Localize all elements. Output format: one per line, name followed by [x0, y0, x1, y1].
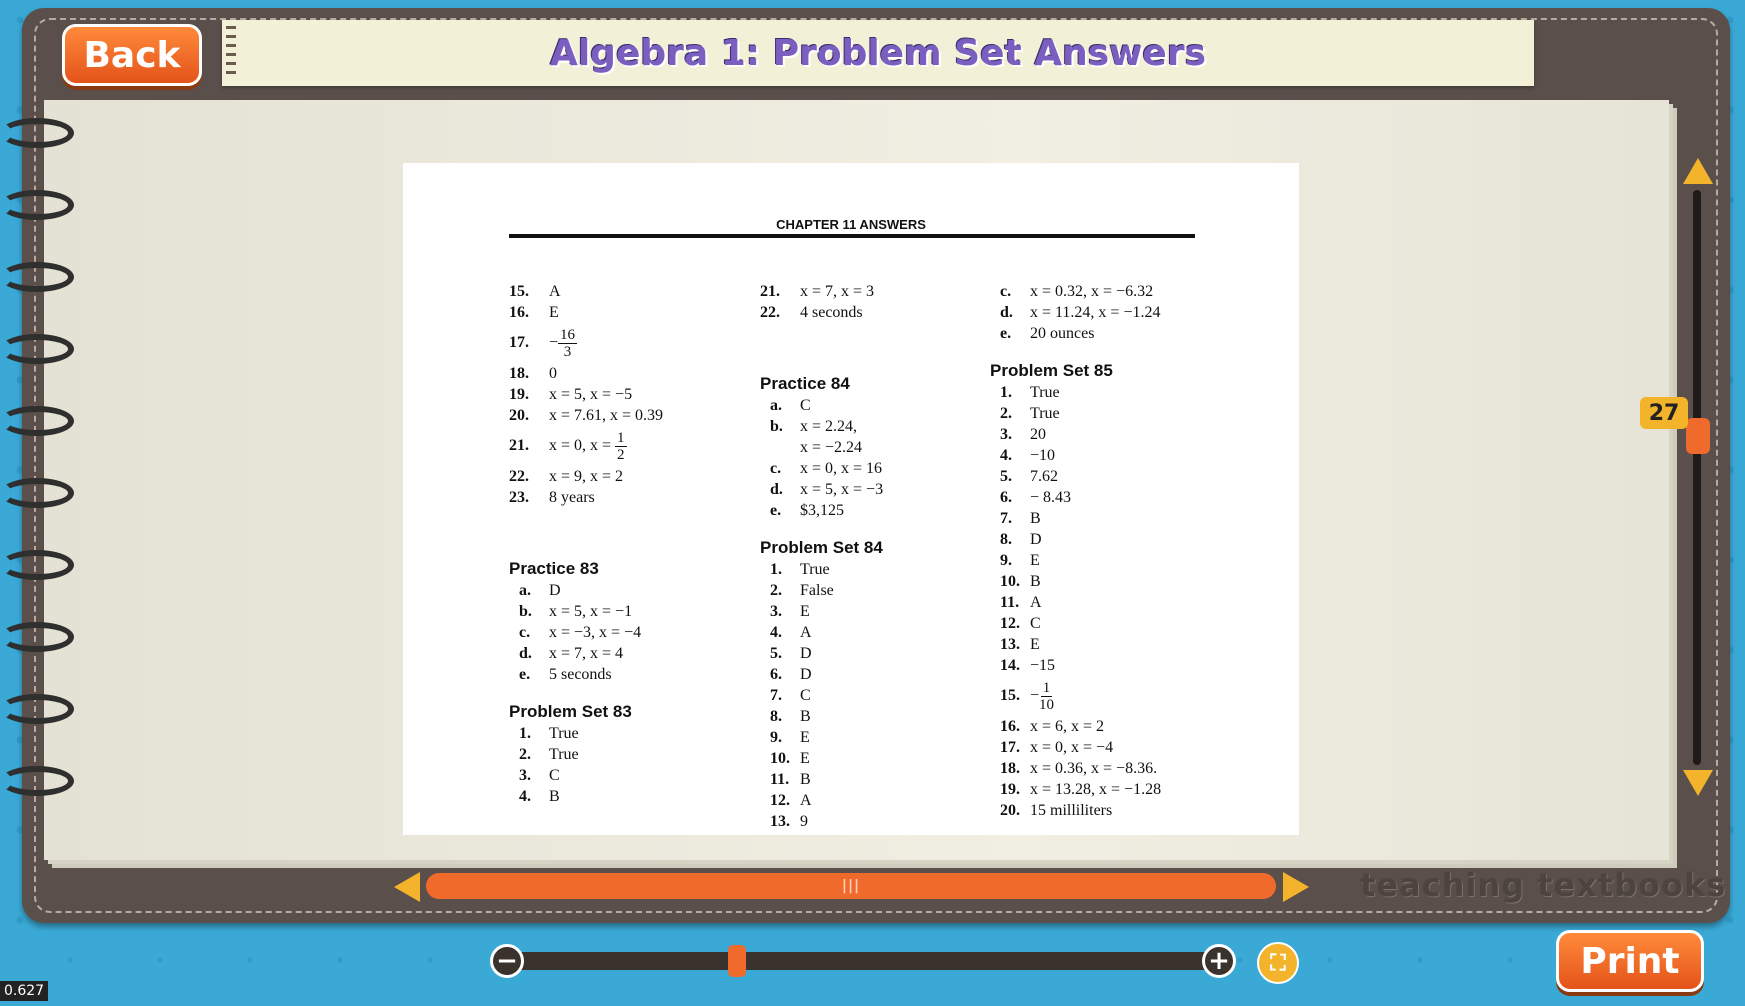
answer-row	[509, 723, 739, 744]
answer-value: 9	[800, 813, 808, 830]
title-bar	[222, 20, 1534, 86]
answer-value: 20 ounces	[1030, 325, 1095, 342]
answer-row	[760, 479, 980, 500]
fullscreen-icon[interactable]: ⛶	[1257, 942, 1299, 984]
answer-row	[990, 592, 1230, 613]
answer-row	[509, 664, 739, 685]
answer-number: b.	[519, 603, 532, 620]
answer-value: B	[800, 771, 811, 788]
fraction-numerator: 16	[560, 326, 576, 343]
answer-prefix: x = 0, x =	[549, 437, 616, 454]
fraction	[558, 327, 577, 360]
answer-number: 13.	[770, 813, 790, 830]
answer-row	[990, 800, 1230, 821]
answer-value: A	[800, 792, 812, 809]
heading-rule	[509, 234, 1195, 238]
answer-value: −15	[1030, 657, 1056, 674]
spiral-ring	[0, 262, 74, 292]
answer-value: A	[549, 283, 561, 300]
answer-number: a.	[519, 582, 531, 599]
brand-logo: teaching textbooks	[1360, 866, 1727, 904]
answer-value: E	[800, 750, 810, 767]
fraction-denominator: 3	[563, 343, 572, 360]
answer-row	[760, 437, 980, 458]
answer-value: C	[549, 767, 560, 784]
answer-number: 22.	[509, 468, 529, 485]
answer-value: x = 0.36, x = −8.36.	[1030, 760, 1158, 777]
answer-row	[760, 685, 980, 706]
answer-number: 4.	[1000, 447, 1012, 464]
answer-row	[990, 424, 1230, 445]
answer-row	[760, 559, 980, 580]
answer-row	[509, 405, 739, 426]
answer-number: 10.	[770, 750, 790, 767]
fraction	[1039, 680, 1054, 713]
answer-value: C	[1030, 615, 1041, 632]
answer-number: 1.	[1000, 384, 1012, 401]
answer-number: 4.	[519, 788, 531, 805]
answer-number: 22.	[760, 304, 780, 321]
answer-number: 12.	[1000, 615, 1020, 632]
answer-row	[990, 779, 1230, 800]
answer-row	[760, 664, 980, 685]
answer-number: 6.	[1000, 489, 1012, 506]
zoom-out-button[interactable]: −	[490, 944, 524, 978]
spiral-ring	[0, 550, 74, 580]
answer-row	[990, 529, 1230, 550]
answer-row	[509, 601, 739, 622]
answer-number: 1.	[770, 561, 782, 578]
answer-prefix: −	[1030, 687, 1040, 704]
answer-value: x = 7.61, x = 0.39	[549, 407, 664, 424]
answer-value: 7.62	[1030, 468, 1058, 485]
answer-value: E	[1030, 636, 1040, 653]
answer-number: d.	[770, 481, 783, 498]
answer-row	[509, 466, 739, 487]
answer-row	[760, 790, 980, 811]
fraction	[615, 430, 627, 463]
answer-number: d.	[519, 645, 532, 662]
answer-row	[509, 622, 739, 643]
answer-row	[990, 634, 1230, 655]
answer-row	[990, 281, 1230, 302]
answer-value: True	[549, 746, 579, 763]
answer-number: 19.	[509, 386, 529, 403]
answer-number: 21.	[509, 437, 529, 454]
answer-number: 21.	[760, 283, 780, 300]
answer-row	[760, 580, 980, 601]
answer-number: 20.	[1000, 802, 1020, 819]
answer-value: C	[800, 687, 811, 704]
answer-value: x = 6, x = 2	[1030, 718, 1105, 735]
answer-row	[760, 500, 980, 521]
answer-row	[990, 445, 1230, 466]
answer-number: 2.	[770, 582, 782, 599]
spiral-ring	[0, 334, 74, 364]
answer-row	[990, 737, 1230, 758]
answer-row	[990, 508, 1230, 529]
answer-number: 5.	[1000, 468, 1012, 485]
answer-value: D	[800, 645, 812, 662]
answer-row	[990, 302, 1230, 323]
answer-row	[760, 281, 980, 302]
answer-value: B	[1030, 573, 1041, 590]
answer-row	[509, 744, 739, 765]
spiral-ring	[0, 622, 74, 652]
zoom-slider-thumb[interactable]	[728, 945, 746, 977]
answer-number: 20.	[509, 407, 529, 424]
answer-row	[760, 748, 980, 769]
answer-number: e.	[519, 666, 531, 683]
scroll-right-arrow-icon[interactable]	[1283, 872, 1309, 902]
answer-row	[509, 302, 739, 323]
print-button[interactable]: Print	[1556, 930, 1704, 992]
answer-value: 4 seconds	[800, 304, 863, 321]
answer-number: 11.	[770, 771, 790, 788]
spiral-ring	[0, 118, 74, 148]
answer-row	[509, 426, 739, 466]
column-3	[990, 281, 1230, 821]
answer-row	[990, 382, 1230, 403]
answer-value: x = 5, x = −3	[800, 481, 884, 498]
fraction-numerator: 1	[1042, 679, 1051, 696]
scroll-down-arrow-icon[interactable]	[1683, 770, 1713, 796]
answer-value: x = 0, x = −4	[1030, 739, 1114, 756]
answer-row	[760, 458, 980, 479]
answer-row	[990, 550, 1230, 571]
answer-number: 11.	[1000, 594, 1020, 611]
column-1	[509, 281, 739, 807]
answer-value: $3,125	[800, 502, 844, 519]
answer-value: E	[800, 603, 810, 620]
answer-row	[990, 323, 1230, 344]
back-button[interactable]: Back	[62, 24, 202, 86]
answer-number: 16.	[1000, 718, 1020, 735]
corner-value: 0.627	[0, 981, 48, 1001]
answer-row	[760, 769, 980, 790]
answer-number: 7.	[770, 687, 782, 704]
answer-row	[509, 281, 739, 302]
answer-value: A	[800, 624, 812, 641]
answer-value: x = −3, x = −4	[549, 624, 642, 641]
answer-value: B	[1030, 510, 1041, 527]
page-title: Algebra 1: Problem Set Answers	[549, 32, 1206, 74]
answer-row	[509, 384, 739, 405]
answer-number: 14.	[1000, 657, 1020, 674]
column-2	[760, 281, 980, 832]
answer-value: False	[800, 582, 834, 599]
answer-row	[760, 706, 980, 727]
answer-number: c.	[770, 460, 782, 477]
answer-row	[760, 302, 980, 323]
answer-value: x = 2.24,	[800, 418, 858, 435]
answer-number: 5.	[770, 645, 782, 662]
horizontal-scroll-thumb[interactable]	[426, 873, 1276, 899]
answer-number: 3.	[770, 603, 782, 620]
answer-number: c.	[1000, 283, 1012, 300]
answer-number: 7.	[1000, 510, 1012, 527]
answer-value: x = 5, x = −1	[549, 603, 633, 620]
answer-row	[509, 786, 739, 807]
answer-value: 20	[1030, 426, 1046, 443]
answer-number: b.	[770, 418, 783, 435]
fraction-denominator: 2	[617, 446, 625, 463]
section-title: Problem Set 83	[509, 702, 632, 721]
vertical-scroll-track[interactable]	[1693, 190, 1701, 765]
answer-row	[990, 403, 1230, 424]
answer-value: True	[800, 561, 830, 578]
scroll-up-arrow-icon[interactable]	[1683, 158, 1713, 184]
answer-value: x = 0.32, x = −6.32	[1030, 283, 1154, 300]
document-page	[403, 163, 1299, 835]
answer-value: D	[1030, 531, 1042, 548]
vertical-scroll-thumb[interactable]	[1686, 418, 1710, 454]
answer-row	[990, 655, 1230, 676]
answer-row	[990, 466, 1230, 487]
answer-number: 18.	[1000, 760, 1020, 777]
answer-number: c.	[519, 624, 531, 641]
answer-number: 3.	[519, 767, 531, 784]
answer-number: d.	[1000, 304, 1013, 321]
answer-number: 3.	[1000, 426, 1012, 443]
answer-value: x = 7, x = 3	[800, 283, 875, 300]
answer-number	[760, 437, 800, 458]
answer-value: E	[1030, 552, 1040, 569]
answer-number: 9.	[1000, 552, 1012, 569]
answer-number: 18.	[509, 365, 529, 382]
answer-value: 8 years	[549, 489, 595, 506]
answer-number: 2.	[519, 746, 531, 763]
zoom-slider-track[interactable]	[500, 952, 1220, 970]
answer-row	[509, 580, 739, 601]
answer-value: B	[549, 788, 560, 805]
chapter-heading: CHAPTER 11 ANSWERS	[776, 217, 926, 232]
answer-number: 13.	[1000, 636, 1020, 653]
answer-row	[760, 727, 980, 748]
answer-value: D	[549, 582, 561, 599]
answer-row	[990, 676, 1230, 716]
answer-value: True	[549, 725, 579, 742]
answer-value: True	[1030, 384, 1060, 401]
answer-value	[549, 323, 577, 363]
spiral-ring	[0, 694, 74, 724]
answer-value: 15 milliliters	[1030, 802, 1113, 819]
section-title: Practice 84	[760, 374, 850, 393]
answer-row	[760, 395, 980, 416]
answer-value: 5 seconds	[549, 666, 612, 683]
answer-value	[1030, 676, 1054, 716]
answer-value: A	[1030, 594, 1042, 611]
answer-value: −10	[1030, 447, 1056, 464]
answer-number: 2.	[1000, 405, 1012, 422]
answer-value: x = 13.28, x = −1.28	[1030, 781, 1162, 798]
answer-number: e.	[1000, 325, 1012, 342]
spiral-ring	[0, 406, 74, 436]
answer-value: − 8.43	[1030, 489, 1072, 506]
answer-row	[760, 601, 980, 622]
answer-value: E	[800, 729, 810, 746]
answer-number: 19.	[1000, 781, 1020, 798]
fraction-denominator: 10	[1039, 696, 1055, 713]
section-title: Practice 83	[509, 559, 599, 578]
answer-value: True	[1030, 405, 1060, 422]
section-title: Problem Set 84	[760, 538, 883, 557]
answer-number: 23.	[509, 489, 529, 506]
spiral-ring	[0, 766, 74, 796]
fraction-numerator: 1	[617, 429, 625, 446]
answer-number: 15.	[1000, 687, 1020, 704]
answer-row	[990, 487, 1230, 508]
answer-row	[990, 758, 1230, 779]
spiral-ring	[0, 190, 74, 220]
answer-value: x = 9, x = 2	[549, 468, 624, 485]
grip-icon: |||	[841, 878, 861, 894]
answer-number: 10.	[1000, 573, 1020, 590]
answer-value: B	[800, 708, 811, 725]
answer-number: 6.	[770, 666, 782, 683]
answer-row	[990, 716, 1230, 737]
answer-row	[509, 363, 739, 384]
answer-row	[990, 571, 1230, 592]
spiral-ring	[0, 478, 74, 508]
answer-number: 9.	[770, 729, 782, 746]
section-title: Problem Set 85	[990, 361, 1113, 380]
answer-value: E	[549, 304, 559, 321]
answer-number: 4.	[770, 624, 782, 641]
answer-number: 8.	[1000, 531, 1012, 548]
answer-number: 17.	[509, 334, 529, 351]
answer-prefix: −	[549, 334, 559, 351]
title-spiral-decoration	[226, 26, 236, 80]
answer-row	[760, 622, 980, 643]
answer-row	[509, 487, 739, 508]
answer-row	[509, 765, 739, 786]
answer-value: x = 7, x = 4	[549, 645, 624, 662]
answer-value: x = 11.24, x = −1.24	[1030, 304, 1161, 321]
answer-row	[509, 643, 739, 664]
answer-value: x = −2.24	[800, 439, 863, 456]
answer-value: D	[800, 666, 812, 683]
answer-row	[509, 323, 739, 363]
zoom-in-button[interactable]: +	[1202, 944, 1236, 978]
answer-number: 1.	[519, 725, 531, 742]
answer-value: x = 0, x = 16	[800, 460, 883, 477]
answer-value: 0	[549, 365, 557, 382]
answer-number: 8.	[770, 708, 782, 725]
answer-value	[549, 426, 627, 466]
answer-row	[760, 643, 980, 664]
answer-number: 17.	[1000, 739, 1020, 756]
scroll-left-arrow-icon[interactable]	[394, 872, 420, 902]
answer-value: C	[800, 397, 811, 414]
page-number-badge: 27	[1640, 397, 1688, 429]
answer-row	[990, 613, 1230, 634]
answer-number: a.	[770, 397, 782, 414]
answer-value: x = 5, x = −5	[549, 386, 633, 403]
answer-row	[760, 416, 980, 437]
answer-number: 12.	[770, 792, 790, 809]
answer-row	[760, 811, 980, 832]
answer-number: 15.	[509, 283, 529, 300]
answer-number: 16.	[509, 304, 529, 321]
answer-number: e.	[770, 502, 782, 519]
